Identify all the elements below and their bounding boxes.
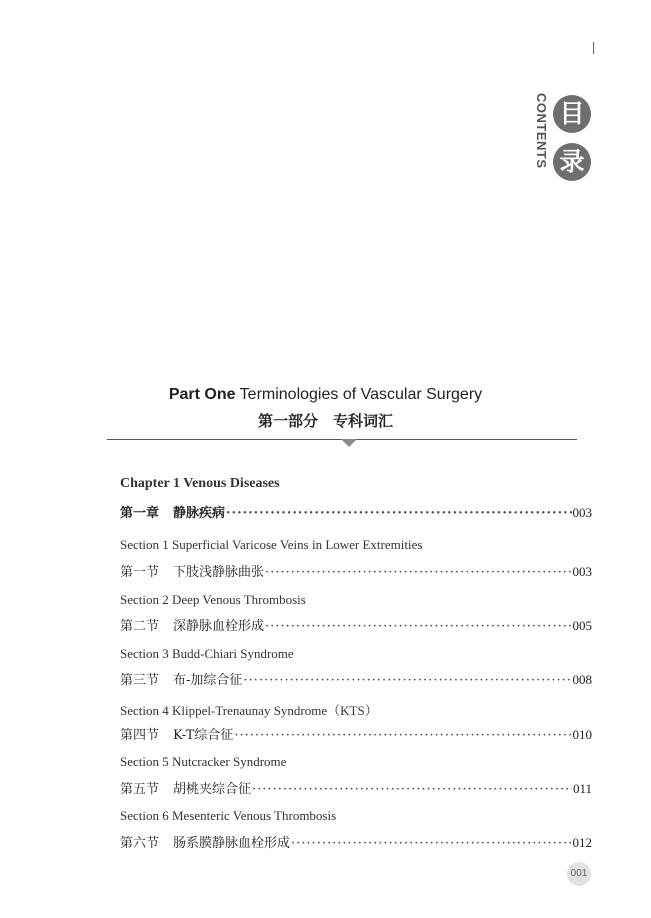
section-page: 005 <box>572 618 592 633</box>
contents-vertical-label: CONTENTS <box>534 93 549 169</box>
section-page: 010 <box>572 727 592 742</box>
section-title-cn: 胡桃夹综合征 <box>173 782 252 797</box>
section-title-en: Section 3 Budd-Chiari Syndrome <box>120 646 294 661</box>
leader-dots <box>226 506 571 521</box>
section-page: 008 <box>572 672 592 687</box>
section-page: 011 <box>572 781 592 796</box>
part-title-text: Terminologies of Vascular Surgery <box>239 386 483 403</box>
leader-dots <box>265 619 571 634</box>
section-number-cn: 第三节 <box>120 673 160 688</box>
section-page: 012 <box>572 835 592 850</box>
section-title-cn: 肠系膜静脉血栓形成 <box>173 836 291 851</box>
leader-dots <box>291 836 571 851</box>
part-title-cn: 第一部分 专科词汇 <box>257 412 393 430</box>
leader-dots <box>265 565 571 580</box>
page-number-badge: 001 <box>567 862 591 886</box>
leader-dots <box>243 673 571 688</box>
section-entry-cn[interactable] <box>120 778 592 796</box>
leader-dots <box>234 728 571 743</box>
section-title-en: Section 6 Mesenteric Venous Thrombosis <box>120 808 337 823</box>
section-title-en: Section 5 Nutcracker Syndrome <box>120 754 287 769</box>
section-number-cn: 第五节 <box>120 782 160 797</box>
corner-tick-mark <box>593 42 594 54</box>
section-title-cn: 下肢浅静脉曲张 <box>173 565 265 580</box>
part-label: Part One <box>168 386 236 403</box>
contents-char-2: 录 <box>553 143 591 181</box>
contents-char-1: 目 <box>553 95 591 133</box>
chapter-number-cn: 第一章 <box>120 506 160 521</box>
part-title-en <box>0 386 651 404</box>
section-number-cn: 第六节 <box>120 836 160 851</box>
section-title-en: Section 1 Superficial Varicose Veins in Lower Extremities <box>120 537 423 552</box>
section-title-en: Section 4 Klippel-Trenaunay Syndrome（KTS） <box>120 703 378 718</box>
section-title-cn: K-T综合征 <box>173 728 234 743</box>
chapter-page: 003 <box>572 505 592 520</box>
contents-badge <box>533 93 593 185</box>
chapter-entry-cn[interactable] <box>120 502 592 520</box>
chapter-title-cn: 静脉疾病 <box>173 506 226 521</box>
section-entry-cn[interactable] <box>120 724 592 742</box>
leader-dots <box>252 782 572 797</box>
section-number-cn: 第二节 <box>120 619 160 634</box>
section-title-cn: 布-加综合征 <box>173 673 243 688</box>
section-entry-cn[interactable] <box>120 832 592 850</box>
divider-arrow-icon <box>341 439 357 447</box>
section-entry-cn[interactable] <box>120 615 592 633</box>
section-page: 003 <box>572 564 592 579</box>
chapter-title-en: Chapter 1 Venous Diseases <box>120 476 280 491</box>
section-title-en: Section 2 Deep Venous Thrombosis <box>120 592 306 607</box>
section-entry-cn[interactable] <box>120 669 592 687</box>
section-entry-cn[interactable] <box>120 561 592 579</box>
section-title-cn: 深静脉血栓形成 <box>173 619 265 634</box>
section-number-cn: 第四节 <box>120 728 160 743</box>
section-number-cn: 第一节 <box>120 565 160 580</box>
